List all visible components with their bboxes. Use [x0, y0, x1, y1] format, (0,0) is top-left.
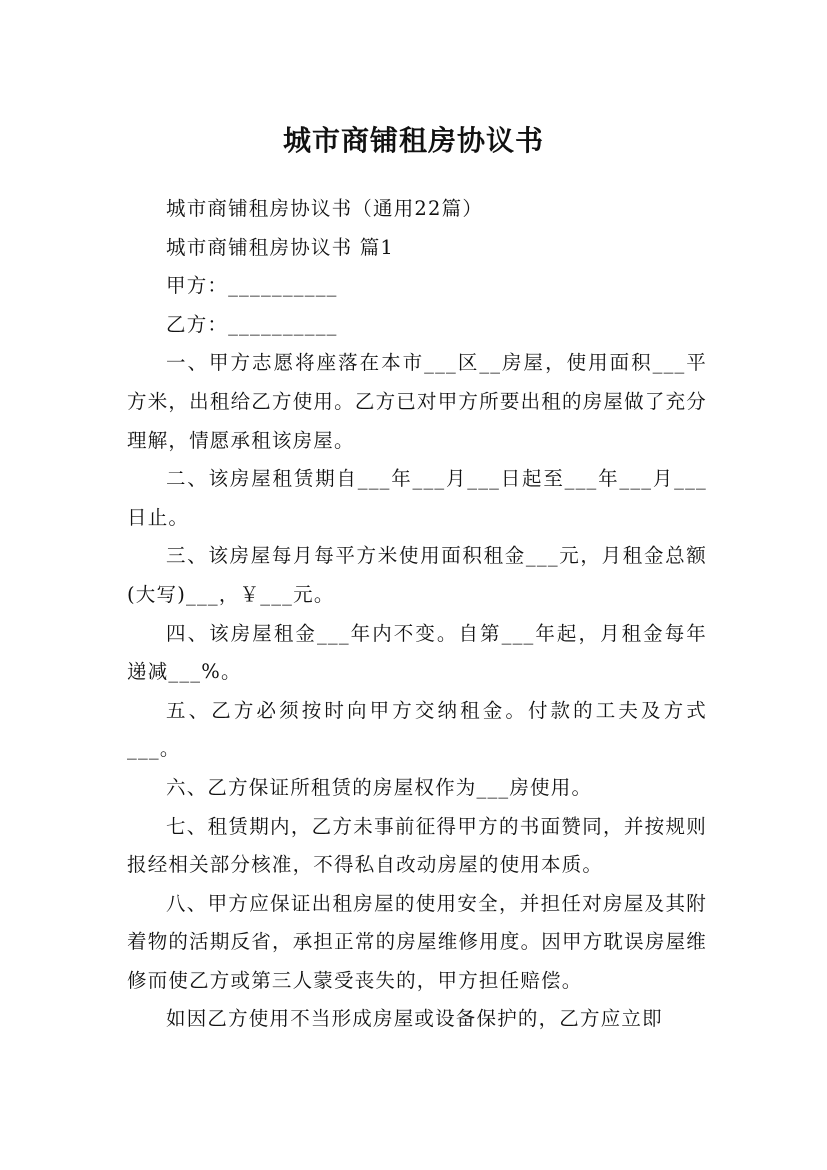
paragraph-clause-4: 四、该房屋租金___年内不变。自第___年起，月租金每年递减___%。	[127, 621, 707, 684]
paragraph-clause-8-continued: 如因乙方使用不当形成房屋或设备保护的，乙方应立即	[166, 1007, 663, 1031]
paragraph-party-b: 乙方：__________	[166, 312, 338, 336]
paragraph-clause-5: 五、乙方必须按时向甲方交纳租金。付款的工夫及方式___。	[127, 698, 707, 761]
paragraph-clause-2: 二、该房屋租赁期自___年___月___日起至___年___月___日止。	[127, 467, 707, 529]
document-title: 城市商铺租房协议书	[282, 123, 544, 157]
document-body	[127, 190, 707, 1039]
paragraph-clause-3: 三、该房屋每月每平方米使用面积租金___元，月租金总额(大写)___，￥___元。	[127, 544, 707, 606]
paragraph-clause-8: 八、甲方应保证出租房屋的使用安全，并担任对房屋及其附着物的活期反省，承担正常的房屋维修用度。因甲方耽误房屋维修而使乙方或第三人蒙受丧失的，甲方担任赔偿。	[127, 891, 707, 992]
paragraph-section-heading: 城市商铺租房协议书 篇1	[166, 235, 395, 259]
paragraph-clause-1: 一、甲方志愿将座落在本市___区__房屋，使用面积___平方米，出租给乙方使用。乙方已对甲方所要出租的房屋做了充分理解，情愿承租该房屋。	[127, 351, 707, 452]
paragraph-clause-6: 六、乙方保证所租赁的房屋权作为___房使用。	[166, 775, 593, 799]
paragraph-subtitle: 城市商铺租房协议书（通用22篇）	[166, 197, 484, 220]
paragraph-party-a: 甲方：__________	[166, 274, 338, 298]
paragraph-clause-7: 七、租赁期内，乙方未事前征得甲方的书面赞同，并按规则报经相关部分核准，不得私自改动房屋的使用本质。	[127, 814, 707, 877]
